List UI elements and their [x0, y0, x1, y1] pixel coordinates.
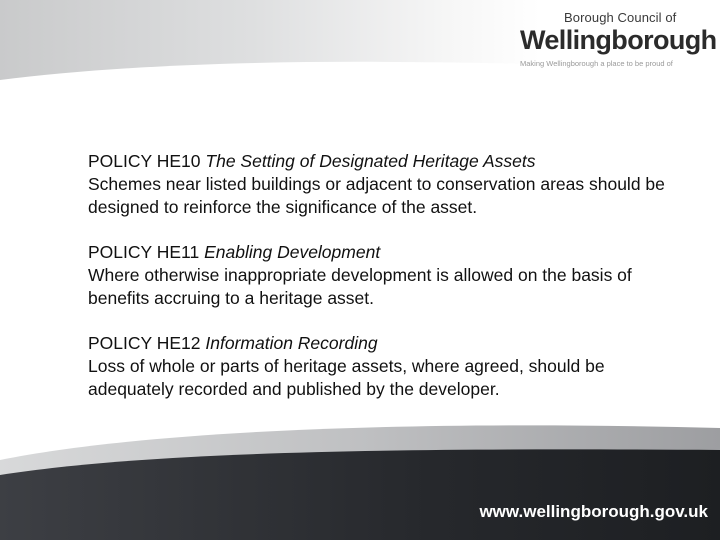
policy-heading	[88, 241, 688, 264]
logo-tagline: Making Wellingborough a place to be proud of	[520, 59, 673, 68]
policy-code: POLICY HE12	[88, 333, 201, 353]
policy-code: POLICY HE11	[88, 242, 200, 262]
policy-text: Where otherwise inappropriate development is allowed on the basis of benefits accruing to a heritage asset.	[88, 265, 632, 308]
policy-he12	[88, 332, 688, 401]
policy-heading	[88, 332, 688, 355]
policy-heading	[88, 150, 688, 173]
logo-line1: Borough Council of	[564, 10, 677, 25]
policy-he11	[88, 241, 688, 310]
policy-text: Loss of whole or parts of heritage assets, where agreed, should be adequately recorded and published by the developer.	[88, 356, 605, 399]
policy-code: POLICY HE10	[88, 151, 201, 171]
policy-title: The Setting of Designated Heritage Assets	[205, 151, 536, 171]
policy-title: Information Recording	[205, 333, 378, 353]
policy-he10	[88, 150, 688, 219]
policy-title: Enabling Development	[204, 242, 381, 262]
council-logo	[520, 8, 717, 76]
website-url[interactable]: www.wellingborough.gov.uk	[479, 502, 708, 521]
logo-line2: Wellingborough	[520, 25, 717, 55]
policy-text: Schemes near listed buildings or adjacent to conservation areas should be designed to reinforce the significance of the asset.	[88, 174, 665, 217]
policy-list	[88, 150, 688, 423]
footer-band	[0, 420, 720, 540]
